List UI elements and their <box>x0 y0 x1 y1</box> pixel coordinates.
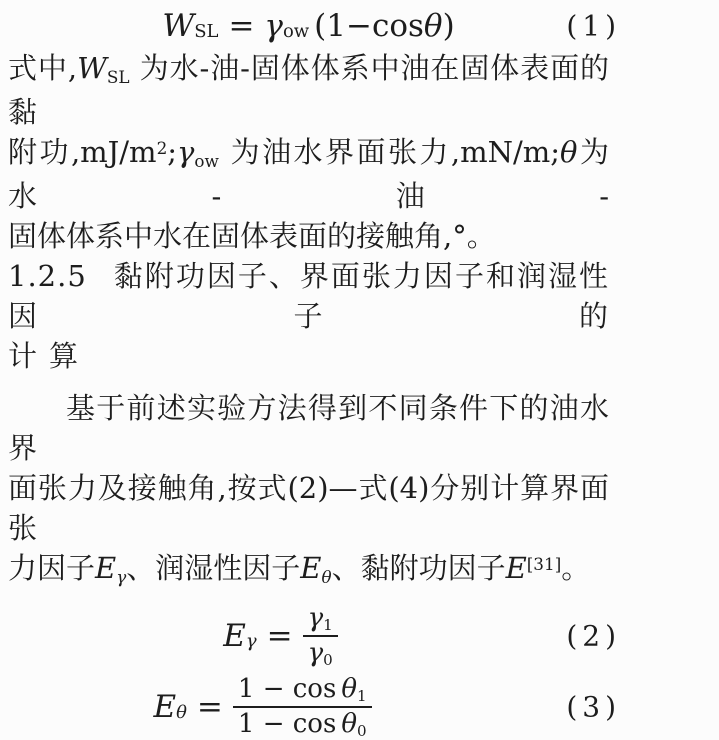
subscript-gamma: γ <box>116 567 127 588</box>
equals-sign: = <box>196 689 223 725</box>
fraction-numerator <box>303 604 338 637</box>
paragraph-formula-explanation <box>8 48 609 256</box>
var-gamma: γ <box>264 8 283 44</box>
var-E: E <box>95 551 117 585</box>
paragraph-line <box>8 468 609 548</box>
var-gamma: γ <box>307 602 324 633</box>
var-theta: θ <box>560 135 578 169</box>
text-run: 、润湿性因子 <box>126 551 301 585</box>
text-run: 、黏附功因子 <box>331 551 506 585</box>
equals-sign: = <box>266 618 293 654</box>
text-run: 为油水界面张力,mN/m; <box>218 135 561 169</box>
equation-1 <box>8 4 621 48</box>
fraction-denominator <box>233 708 372 740</box>
var-E: E <box>505 551 527 585</box>
text-run: 。 <box>561 551 591 585</box>
var-W: W <box>77 51 107 85</box>
equation-1-formula <box>162 8 454 44</box>
one-minus-cos: 1−cos <box>326 8 424 44</box>
subscript-ow: ow <box>194 151 219 172</box>
equation-2 <box>8 602 621 670</box>
section-title: 黏附功因子、界面张力因子和润湿性因子的 <box>8 259 609 333</box>
text-run: 力因子 <box>8 551 96 585</box>
var-gamma: γ <box>307 637 324 668</box>
var-E: E <box>300 551 322 585</box>
equation-3 <box>8 673 621 740</box>
paragraph-line <box>8 48 609 132</box>
section-title-continued: 计算 <box>8 339 91 373</box>
fraction-numerator <box>233 675 372 708</box>
section-heading-line2 <box>8 336 609 376</box>
var-E: E <box>223 618 246 654</box>
text-run: 基于前述实验方法得到不同条件下的油水界 <box>8 391 609 465</box>
section-heading <box>8 256 609 376</box>
one-minus-cos: 1 − cos <box>237 673 337 704</box>
section-number: 1.2.5 <box>8 259 87 293</box>
paragraph-method <box>8 388 609 592</box>
text-run: 附功,mJ/m <box>8 135 157 169</box>
text-run: 为水-油- <box>8 135 609 213</box>
section-heading-line1 <box>8 256 609 336</box>
fraction <box>233 675 372 740</box>
subscript-0: 0 <box>323 651 333 670</box>
equation-3-formula <box>153 675 371 740</box>
subscript-gamma: γ <box>245 630 257 652</box>
text-run: 为水-油-固体体系中油在固体表面的黏 <box>8 51 609 129</box>
var-E: E <box>153 689 177 725</box>
subscript-SL: SL <box>106 67 130 88</box>
var-theta: θ <box>341 673 357 704</box>
var-theta: θ <box>341 708 357 739</box>
paragraph-line <box>8 548 609 592</box>
equation-1-number: (1) <box>566 9 621 43</box>
equals-sign: = <box>228 8 255 44</box>
subscript-ow: ow <box>282 20 310 42</box>
citation-31: [31] <box>526 553 562 574</box>
one-minus-cos: 1 − cos <box>237 708 337 739</box>
text-run: 面张力及接触角,按式(2)—式(4)分别计算界面张 <box>8 471 609 545</box>
paragraph-line <box>8 388 609 468</box>
close-paren: ) <box>442 8 455 44</box>
subscript-1: 1 <box>323 616 333 635</box>
fraction <box>303 604 338 669</box>
equation-2-formula <box>223 604 338 669</box>
open-paren: ( <box>314 8 327 44</box>
subscript-SL: SL <box>194 20 219 42</box>
equation-2-number: (2) <box>566 619 621 653</box>
var-gamma: γ <box>177 135 195 169</box>
text-run: 式中, <box>8 51 78 85</box>
var-W: W <box>162 8 195 44</box>
paragraph-line <box>8 216 609 256</box>
fraction-denominator <box>303 637 338 669</box>
text-run: ; <box>167 135 178 169</box>
var-theta: θ <box>423 8 443 44</box>
subscript-theta: θ <box>176 701 187 723</box>
subscript-theta: θ <box>321 567 332 588</box>
text-run: 固体体系中水在固体表面的接触角,°。 <box>8 219 496 253</box>
paragraph-line <box>8 132 609 216</box>
superscript-2: 2 <box>156 137 168 158</box>
subscript-0: 0 <box>356 722 367 740</box>
subscript-1: 1 <box>356 687 367 706</box>
equation-3-number: (3) <box>566 690 621 724</box>
